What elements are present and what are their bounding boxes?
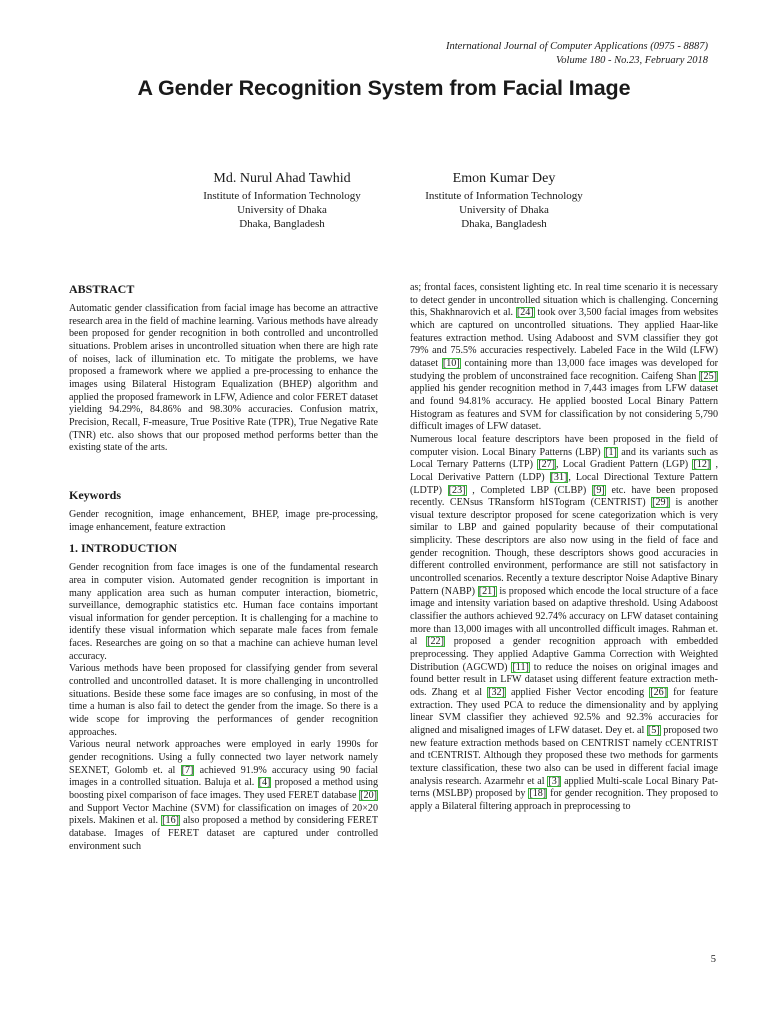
author-location: Dhaka, Bangladesh (239, 218, 325, 230)
text-run: proposed a gender recognition approach with embedded preprocessing. They applied Adaptive Gamma Correction with Weighted Distribution (AGCWD) (410, 636, 718, 673)
body-paragraph-2 (410, 434, 718, 814)
text-run: , Local Derivative Pattern (LDP) (410, 459, 718, 483)
keywords-heading: Keywords (69, 487, 121, 502)
intro-paragraph-1: Gender recognition from face images is one of the fundamental research area in computer vision. Automated gender recognition is important in many application area such as human computer interaction, biometric, surveillance, demographic statistics etc. Human face contains important visual information for gender perception. It is challenging for a machine to identify these visual information which separate male faces from female faces. Researches are going on so that a machine can achieve human level accuracy. (69, 562, 378, 662)
citation-link[interactable]: [9] (592, 484, 605, 496)
text-run: containing more than 13,000 face images was developed for studying the problem of unconstrained face recognition. Caifeng Shan (410, 357, 718, 382)
author-affiliation: Institute of Information Technology (425, 190, 583, 202)
citation-link[interactable]: [11] (512, 661, 529, 673)
author-block-1 (172, 170, 392, 231)
citation-link[interactable]: [18] (529, 788, 547, 800)
introduction-heading: 1. INTRODUCTION (69, 541, 178, 556)
text-run: applied his gender recognition method in 7,443 images from LFW dataset and found 94.81% accuracy. He applied boosted Local Binary Pattern Histogram as features and SVM for classification by not considering 5,790 difficult images of LFW dataset. (410, 383, 718, 433)
text-run: also proposed a method by considering FERET database. Images of FERET dataset are captured under controlled environment such (69, 815, 378, 852)
text-run: and Support Vector Machine (SVM) for classification on images of 20×20 pixels. Makinen et al. (69, 802, 378, 827)
text-run: for gender recognition. They proposed to apply a Bilateral filtering approach in preprocessing to (410, 788, 718, 812)
text-run: applied Fisher Vector encoding (505, 687, 650, 698)
text-run: for feature extraction. They used PCA to reduce the dimensionality and by applying linear SVM classifier they achieved 92.5% and 92.3% accuracies for aligned and misaligned images of LFW dataset. Dey et. al (410, 687, 718, 736)
text-run: and its variants such as Local Ternary Patterns (LTP) (410, 446, 718, 471)
text-run: Numerous local feature descriptors have been proposed in the field of computer vision. Local Binary Patterns (LBP) (410, 433, 718, 458)
text-run: is proposed which encode the local structure of a face image and intensity variation based on adaptive threshold. Using Adaboost classifier the authors achieved 92.74% accuracy on LFW dataset containing more than 13,000 images with all uncontrolled difficult images. Rahman et. al (410, 585, 719, 648)
citation-link[interactable]: [4] (258, 777, 271, 789)
left-column (69, 282, 378, 853)
citation-link[interactable]: [32] (488, 687, 505, 698)
citation-link[interactable]: [29] (652, 497, 669, 509)
text-run: proposed a method using boosting pixel comparison of face images. They used FERET database (69, 777, 378, 801)
text-run: applied Multi-scale Local Binary Patterns (MSLBP) proposed by (410, 775, 718, 800)
intro-paragraph-2: Various methods have been proposed for classifying gender from several controlled and uncontrolled dataset. It is more challenging in uncontrolled situations. Beside these some face images are so confusing, in most of the time a human is also fail to detect the gender from the image. So there is a wide scope for improving the performances of gender recognition approaches. (69, 663, 378, 738)
citation-link[interactable]: [25] (700, 370, 717, 382)
citation-link[interactable]: [23] (448, 484, 466, 496)
journal-volume: Volume 180 - No.23, February 2018 (556, 55, 708, 66)
page-number: 5 (710, 954, 716, 965)
keywords-text: Gender recognition, image enhancement, BHEP, image pre-processing, image enhancement, feature extraction (69, 508, 378, 533)
body-paragraph-1 (410, 282, 718, 434)
text-run: Various neural network approaches were employed in early 1990s for gender recognitions. Using a fully connected two layer network namely SEXNET, Golomb et. al (69, 739, 378, 776)
paper-title: A Gender Recognition System from Facial Image (137, 76, 631, 100)
citation-link[interactable]: [31] (550, 471, 568, 483)
citation-link[interactable]: [1] (605, 446, 617, 458)
text-run: , Local Gradient Pattern (LGP) (556, 459, 693, 471)
text-run: proposed two new feature extraction methods based on CENTRIST namely cCENTRIST and tCENTRIST. Although they proposed these two methods for garments texture classification, these two also can be used in different facial image analysis research. Azarmehr et al (410, 724, 718, 787)
citation-link[interactable]: [5] (647, 724, 660, 736)
citation-link[interactable]: [10] (442, 357, 460, 369)
author-affiliation: Institute of Information Technology (203, 190, 361, 202)
citation-link[interactable]: [22] (427, 636, 444, 648)
author-name: Emon Kumar Dey (452, 171, 556, 186)
text-run: as; frontal faces, consistent lighting etc. In real time scenario it is necessary to detect gender in uncontrolled situation which is challenging. Concerning this, Shakhnarovich et al. (410, 282, 718, 319)
citation-link[interactable]: [3] (548, 775, 561, 787)
text-run: etc. have been proposed recently. CENsus TRansform hISTogram (CENTRIST) (410, 484, 718, 509)
citation-link[interactable]: [7] (181, 764, 194, 776)
citation-link[interactable]: [27] (538, 459, 556, 471)
citation-link[interactable]: [24] (516, 307, 534, 319)
citation-link[interactable]: [20] (360, 790, 377, 801)
text-run: is another visual texture descriptor proposed for scene categorization which is very similar to LBP and gained popularity because of their computational simplicity. These descriptors are also now using in the field of face and gender recognition. Though, these descriptors shows good accuracies in different controlled environment, performance are still not satisfactory in uncontrolled scenarios. Recently a texture descriptor Noise Adaptive Binary Pattern (NABP) (410, 497, 719, 597)
author-university: University of Dhaka (459, 204, 549, 216)
citation-link[interactable]: [26] (650, 687, 668, 698)
right-column (410, 282, 718, 814)
abstract-text: Automatic gender classification from facial image has become an attractive research area in the field of machine learning. Various methods have already been proposed for gender recognition in both controlled and uncontrolled situations. Problem arises in uncontrolled situation when there are high rate of noises, lack of illumination etc. To mitigate the problems, we have proposed a framework where we applied a pre-processing to enhance the images using Bilateral Histogram Equalization (BHEP) algorithm and applied the proposed framework in LFW, Adience and color FERET dataset yielding 94.29%, 84.86% and 98.30% accuracies. Confusion matrix, Precision, Recall, F-measure, True Positive Rate (TPR), True Negative Rate (TNR) etc. also shows that our proposed method performs better than the existing state of the arts. (69, 303, 378, 454)
citation-link[interactable]: [12] (693, 459, 711, 471)
text-run: to reduce the noises on original images and found better result in LFW dataset using different feature extraction methods. Zhang et al (410, 661, 719, 698)
citation-link[interactable]: [16] (162, 815, 179, 827)
author-block-2 (394, 170, 614, 231)
text-run: , Completed LBP (CLBP) (466, 484, 592, 496)
journal-header (446, 40, 708, 68)
journal-name: International Journal of Computer Applications (0975 - 8887) (446, 41, 708, 52)
author-location: Dhaka, Bangladesh (461, 218, 547, 230)
text-run: took over 3,500 facial images from websites which are captured on uncontrolled situations. They applied Haar-like features extraction method. Using Adaboost and SVM classifier they got 79% and 75.5% accuracies respectively. Labeled Face in the Wild (LFW) dataset (410, 307, 719, 369)
text-run: achieved 91.9% accuracy using 90 facial images in a controlled situation. Baluja et al. (69, 764, 378, 789)
author-university: University of Dhaka (237, 204, 327, 216)
author-name: Md. Nurul Ahad Tawhid (213, 171, 351, 186)
abstract-heading: ABSTRACT (69, 282, 135, 296)
citation-link[interactable]: [21] (478, 585, 496, 597)
intro-paragraph-3 (69, 739, 378, 853)
text-run: , Local Directional Texture Pattern (LDTP) (410, 471, 718, 496)
